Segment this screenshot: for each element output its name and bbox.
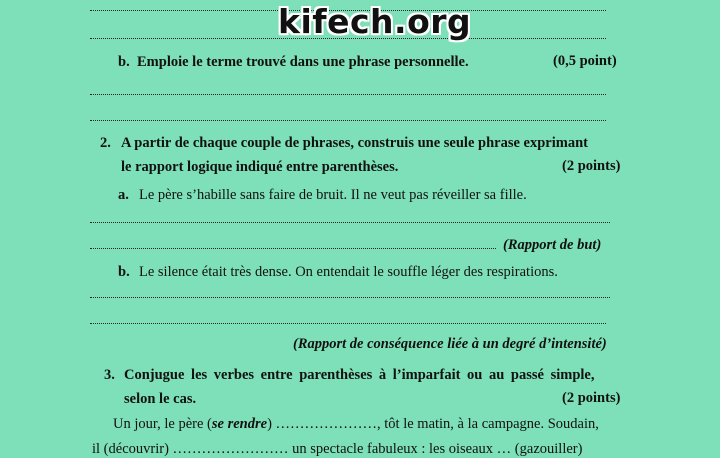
q3-verb1: se rendre xyxy=(211,416,268,432)
q3-text-mid: ) …………………, tôt le matin, à la campagne. Soudain, xyxy=(267,416,599,432)
watermark-logo: kifech.org xyxy=(278,2,472,41)
q2-number: 2. xyxy=(100,135,111,151)
answer-line xyxy=(90,248,496,249)
q3-text-start: Un jour, le père ( xyxy=(113,416,212,432)
answer-line xyxy=(90,120,606,121)
q1b-points: (0,5 point) xyxy=(553,53,617,69)
q3-number: 3. xyxy=(104,367,115,383)
q2b-hint: (Rapport de conséquence liée à un degré d’intensité) xyxy=(293,336,607,352)
answer-line xyxy=(90,323,606,324)
q3-exercise-line1 xyxy=(113,415,599,433)
q3-exercise-line2-partial: il (découvrir) …………………… un spectacle fabuleux : les oiseaux … (gazouiller) xyxy=(92,441,583,457)
q2a-text: Le père s’habille sans faire de bruit. Il ne veut pas réveiller sa fille. xyxy=(139,187,527,203)
q2a-hint: (Rapport de but) xyxy=(503,237,602,253)
q1b-text: Emploie le terme trouvé dans une phrase personnelle. xyxy=(137,54,469,70)
q2a-letter: a. xyxy=(118,187,129,203)
q2b-text: Le silence était très dense. On entendait le souffle léger des respirations. xyxy=(139,264,558,280)
answer-line xyxy=(90,94,606,95)
q3-instruction-line2: selon le cas. xyxy=(124,391,197,407)
q2-instruction-line1: A partir de chaque couple de phrases, construis une seule phrase exprimant xyxy=(121,135,588,151)
q2b-letter: b. xyxy=(118,264,130,280)
q2-instruction-line2: le rapport logique indiqué entre parenthèses. xyxy=(121,159,399,175)
answer-line xyxy=(90,222,610,223)
q1b-letter: b. xyxy=(118,54,130,70)
q3-points: (2 points) xyxy=(562,390,621,406)
q2-points: (2 points) xyxy=(562,158,621,174)
q3-instruction-line1: Conjugue les verbes entre parenthèses à l’imparfait ou au passé simple, xyxy=(124,367,595,383)
answer-line xyxy=(90,297,610,298)
